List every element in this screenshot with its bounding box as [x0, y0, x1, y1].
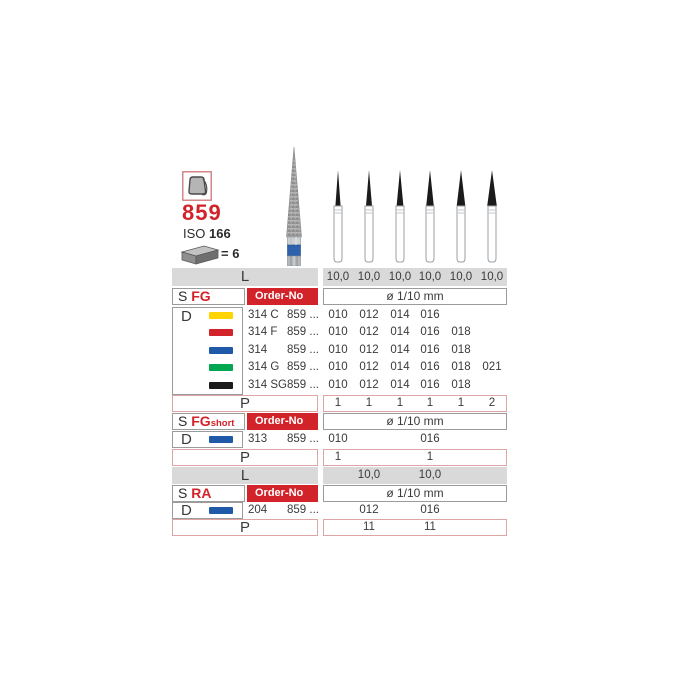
pack-quantity: = 6	[221, 246, 240, 261]
grit-color-chip	[209, 364, 233, 371]
pack-value: 1	[426, 451, 434, 463]
size-value	[477, 502, 507, 519]
size-value: 016	[420, 504, 440, 516]
shank-code: FG	[191, 288, 211, 304]
grit-color-chip	[209, 436, 233, 443]
order-series: 859 ...	[287, 361, 319, 373]
length-value: 10,0	[418, 271, 442, 283]
length-value	[446, 467, 476, 484]
size-value: 014	[390, 379, 410, 391]
order-series: 859 ...	[287, 379, 319, 391]
size-value	[385, 502, 415, 519]
pack-value: 1	[457, 397, 465, 409]
shank-code-no: 314 SG	[248, 379, 287, 391]
bur-illustrations	[170, 140, 512, 266]
diameter-header: ø 1/10 mm	[323, 485, 507, 502]
size-value: 014	[390, 344, 410, 356]
size-value	[477, 342, 507, 359]
length-row-label: L	[172, 268, 318, 286]
pack-value	[385, 519, 415, 536]
size-value: 012	[359, 361, 379, 373]
pack-row-label: P	[172, 519, 318, 536]
pack-value	[354, 449, 384, 466]
length-value	[323, 467, 353, 484]
size-value: 014	[390, 361, 410, 373]
size-value: 010	[328, 344, 348, 356]
size-value: 010	[328, 379, 348, 391]
grit-color-chip	[209, 329, 233, 336]
size-value: 010	[328, 361, 348, 373]
size-value	[477, 377, 507, 394]
pack-value	[446, 519, 476, 536]
main-bur-image	[287, 147, 302, 266]
size-value: 018	[451, 379, 471, 391]
iso-number: 166	[209, 226, 231, 241]
size-value	[477, 324, 507, 341]
size-value: 010	[328, 433, 348, 445]
size-value: 021	[482, 361, 502, 373]
grit-color-chip	[209, 507, 233, 514]
shank-code-no: 314 C	[248, 309, 279, 321]
order-no-header: Order-No	[247, 413, 318, 430]
diameter-header: ø 1/10 mm	[323, 413, 507, 430]
pack-value: 1	[334, 451, 342, 463]
pack-value	[446, 449, 476, 466]
size-value: 012	[359, 504, 379, 516]
size-value	[323, 502, 353, 519]
size-value	[446, 307, 476, 324]
size-value: 016	[420, 361, 440, 373]
d-column-cell-fg: D	[172, 307, 243, 395]
pack-value: 2	[488, 397, 496, 409]
size-value: 014	[390, 326, 410, 338]
size-value: 012	[359, 326, 379, 338]
pack-row-label: P	[172, 395, 318, 412]
pack-value: 1	[334, 397, 342, 409]
pack-value	[385, 449, 415, 466]
size-value: 010	[328, 326, 348, 338]
shank-code-no: 204	[248, 504, 268, 516]
length-value: 10,0	[357, 271, 381, 283]
bur-silhouette	[457, 170, 466, 262]
figure-number: 859	[182, 200, 222, 225]
d-column-cell-fgshort: D	[172, 431, 243, 448]
shank-s-label: S	[178, 413, 188, 429]
order-series: 859 ...	[287, 504, 319, 516]
order-no-header: Order-No	[247, 288, 318, 305]
size-value: 010	[328, 309, 348, 321]
shank-code-no: 313	[248, 433, 268, 445]
size-value	[446, 502, 476, 519]
pack-row-label: P	[172, 449, 318, 466]
shank-code-no: 314 G	[248, 361, 280, 373]
size-value: 014	[390, 309, 410, 321]
shank-type-cell-ra	[172, 485, 245, 502]
bur-silhouette	[365, 170, 373, 262]
pack-value: 1	[426, 397, 434, 409]
length-value: 10,0	[326, 271, 350, 283]
size-value	[354, 431, 384, 448]
length-value	[477, 467, 507, 484]
size-value: 016	[420, 326, 440, 338]
size-value: 016	[420, 344, 440, 356]
length-value	[385, 467, 415, 484]
shank-code: FG	[191, 413, 211, 429]
pack-value: 1	[365, 397, 373, 409]
d-column-cell-ra: D	[172, 502, 243, 519]
size-value: 016	[420, 433, 440, 445]
size-value: 012	[359, 309, 379, 321]
grit-color-chip	[209, 382, 233, 389]
grit-color-chip	[209, 347, 233, 354]
size-value	[446, 431, 476, 448]
size-value	[385, 431, 415, 448]
size-value: 016	[420, 309, 440, 321]
shank-code-no: 314	[248, 344, 268, 356]
pack-value	[477, 519, 507, 536]
size-value: 016	[420, 379, 440, 391]
shank-type-cell-fg	[172, 288, 245, 305]
diameter-header: ø 1/10 mm	[323, 288, 507, 305]
order-series: 859 ...	[287, 309, 319, 321]
length-value: 10,0	[388, 271, 412, 283]
size-value: 018	[451, 326, 471, 338]
size-value: 012	[359, 344, 379, 356]
size-value	[477, 307, 507, 324]
pack-value	[477, 449, 507, 466]
bur-silhouette	[334, 170, 342, 262]
order-series: 859 ...	[287, 326, 319, 338]
iso-prefix: ISO	[183, 226, 206, 241]
shank-code: RA	[191, 485, 212, 501]
order-no-header: Order-No	[247, 485, 318, 502]
size-value: 018	[451, 361, 471, 373]
bur-silhouette	[396, 170, 404, 262]
length-value: 10,0	[449, 271, 473, 283]
shank-code-sub: short	[210, 418, 235, 429]
pack-value	[323, 519, 353, 536]
length-row-label: L	[172, 467, 318, 484]
grit-color-chip	[209, 312, 233, 319]
length-value: 10,0	[357, 469, 381, 481]
length-value: 10,0	[480, 271, 504, 283]
pack-value: 11	[363, 521, 375, 533]
shank-s-label: S	[178, 485, 188, 501]
order-series: 859 ...	[287, 433, 319, 445]
shank-s-label: S	[178, 288, 188, 304]
size-value: 018	[451, 344, 471, 356]
bur-silhouette	[426, 170, 434, 262]
bur-silhouette	[487, 170, 497, 262]
pack-value: 1	[396, 397, 404, 409]
size-value: 012	[359, 379, 379, 391]
order-series: 859 ...	[287, 344, 319, 356]
length-value: 10,0	[418, 469, 442, 481]
pack-value: 11	[424, 521, 436, 533]
size-value	[477, 431, 507, 448]
shank-type-cell-fgshort	[172, 413, 245, 430]
shank-code-no: 314 F	[248, 326, 278, 338]
